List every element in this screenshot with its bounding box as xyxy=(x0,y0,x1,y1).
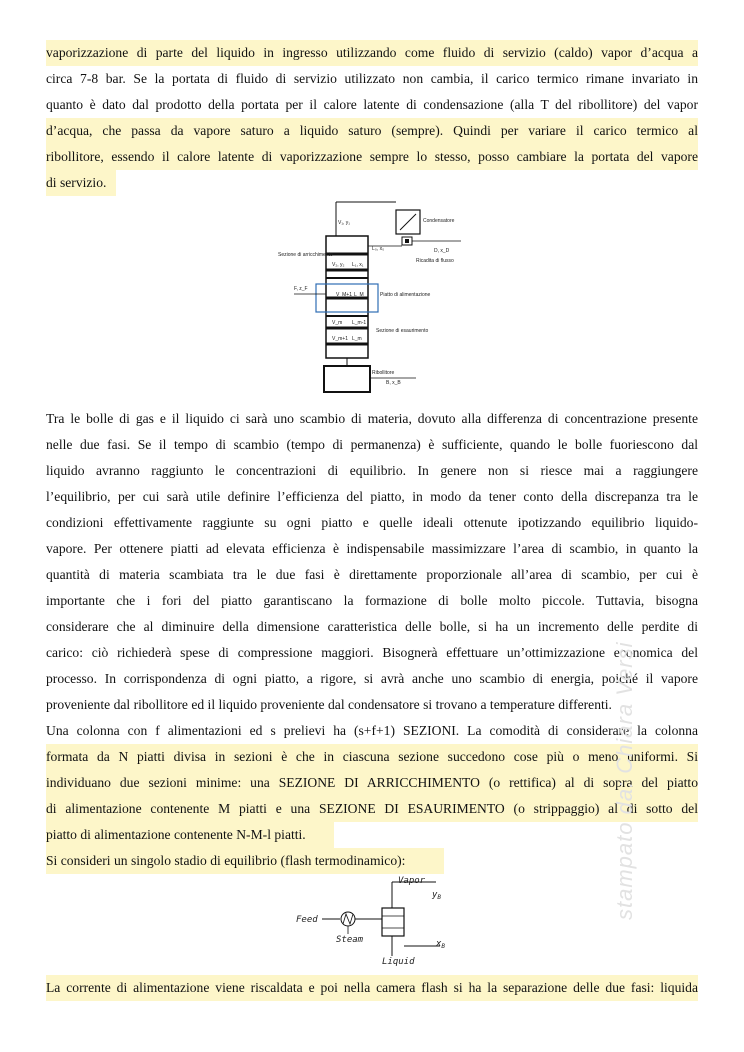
text-line: ribollitore, essendo il calore latente di vaporizzazione sempre lo stesso, posso cambiare la portata del vapore xyxy=(46,144,698,170)
text-line: Tra le bolle di gas e il liquido ci sarà uno scambio di materia, dovuto alla differenza di concentrazione presente xyxy=(46,411,698,426)
distillation-column-figure xyxy=(276,198,476,398)
text-line: condizioni effettivamente raggiunte su ogni piatto e quelle ideali ottenute ipotizzando equilibrio liquido- xyxy=(46,515,698,530)
text-line: piatto di alimentazione contenente N-M-l piatti. xyxy=(46,822,334,848)
text-line: di alimentazione contenente M piatti e una SEZIONE DI ESAURIMENTO (o strippaggio) al di sotto del xyxy=(46,796,698,822)
text-line: di servizio. xyxy=(46,170,116,196)
paragraph-2 xyxy=(46,406,698,874)
flash-stage-figure xyxy=(296,872,456,968)
feed-label: Feed xyxy=(296,915,318,925)
text-line: vaporizzazione di parte del liquido in ingresso utilizzando come fluido di servizio (caldo) vapor d’acqua a xyxy=(46,40,698,66)
paragraph-1 xyxy=(46,40,698,196)
svg-text:L₁, x₁: L₁, x₁ xyxy=(352,262,364,268)
reboiler-label: Ribollitore xyxy=(372,370,395,376)
text-line: circa 7-8 bar. Se la portata di fluido di servizio utilizzato non cambia, il carico termico rimane invariato in xyxy=(46,71,698,86)
svg-text:L_M: L_M xyxy=(354,292,364,298)
reboiler xyxy=(324,366,370,392)
text-line: importante che i fori del piatto garantiscano la formazione di bolle molto piccole. Tuttavia, bisogna xyxy=(46,593,698,608)
text-line: d’acqua, che passa da vapore saturo a liquido saturo (sempre). Quindi per variare il carico termico al xyxy=(46,118,698,144)
vapor-composition: $y_B$ xyxy=(432,890,442,901)
top-stream-label: V₁, y₁ xyxy=(338,220,350,226)
paragraph-3 xyxy=(46,975,698,1001)
text-line: quantità di materia scambiata tra le due fasi è direttamente proporzionale all’area di scambio, per cui è xyxy=(46,567,698,582)
distillate-label: D, x_D xyxy=(434,248,450,254)
svg-text:V_M+1: V_M+1 xyxy=(336,292,352,298)
flash-drum xyxy=(382,908,404,936)
text-line: considerare che al diminuire della dimensione caratteristica delle bolle, si ha un incremento delle perdite di xyxy=(46,619,698,634)
text-line: nelle due fasi. Se il tempo di scambio (tempo di permanenza) è sufficiente, quando le bolle fuoriescono dal xyxy=(46,437,698,452)
strip-section-label: Sezione di esaurimento xyxy=(376,328,429,334)
feed-label: F, z_F xyxy=(294,286,308,292)
text-line: formata da N piatti divisa in sezioni è che in ciascuna sezione succedono cose più o meno uniformi. Si xyxy=(46,744,698,770)
svg-text:V_m+1: V_m+1 xyxy=(332,336,348,342)
liquid-label: Liquid xyxy=(382,957,415,967)
text-line: liquido avranno raggiunto le concentrazioni di equilibrio. In genere non si riesce mai a raggiungere xyxy=(46,463,698,478)
svg-text:L_m: L_m xyxy=(352,336,362,342)
condenser-label: Condensatore xyxy=(423,218,455,224)
enrich-section-label: Sezione di arricchimento xyxy=(278,252,333,258)
text-line: proveniente dal ribollitore ed il liquido proveniente dal condensatore si trovano a temperature differenti. xyxy=(46,697,612,712)
feed-tray-label: Piatto di alimentazione xyxy=(380,292,431,298)
vapor-label: Vapor xyxy=(398,876,426,886)
text-line: vapore. Per ottenere piatti ad elevata efficienza è indispensabile massimizzare l’area di scambio, in quanto la xyxy=(46,541,698,556)
reflux-label: L₀, x₀ xyxy=(372,246,385,252)
text-line: Una colonna con f alimentazioni ed s prelievi ha (s+f+1) SEZIONI. La comodità di considerare la colonna xyxy=(46,723,698,738)
svg-text:V_m: V_m xyxy=(332,320,343,326)
steam-label: Steam xyxy=(336,935,364,945)
bottoms-label: B, x_B xyxy=(386,380,401,386)
svg-text:V₂, y₂: V₂, y₂ xyxy=(332,262,345,268)
reflux-text: Ricadita di flusso xyxy=(416,258,454,264)
text-line: La corrente di alimentazione viene riscaldata e poi nella camera flash si ha la separazione delle due fasi: liquida xyxy=(46,975,698,1001)
text-line: individuano due sezioni minime: una SEZIONE DI ARRICCHIMENTO (o rettifica) al di sopra del piatto xyxy=(46,770,698,796)
text-line: Si consideri un singolo stadio di equilibrio (flash termodinamico): xyxy=(46,848,444,874)
watermark: stampato da: Chiara Versi xyxy=(612,641,637,920)
text-line: l’equilibrio, per cui sarà utile definire l’efficienza del piatto, in modo da tener conto della discrepanza tra le xyxy=(46,489,698,504)
text-line: quanto è dato dal prodotto della portata per il calore latente di condensazione (alla T del ribollitore) del vapor xyxy=(46,97,698,112)
text-line: carico: ciò richiederà spese di compressione maggiori. Bisognerà effettuare un’ottimizzazione economica del xyxy=(46,645,698,660)
liquid-composition: $x_B$ xyxy=(436,939,446,950)
text-line: processo. In corrispondenza di ogni piatto, a rigore, si avrà anche uno scambio di energia, poiché il vapore xyxy=(46,671,698,686)
svg-text:L_m-1: L_m-1 xyxy=(352,320,367,326)
